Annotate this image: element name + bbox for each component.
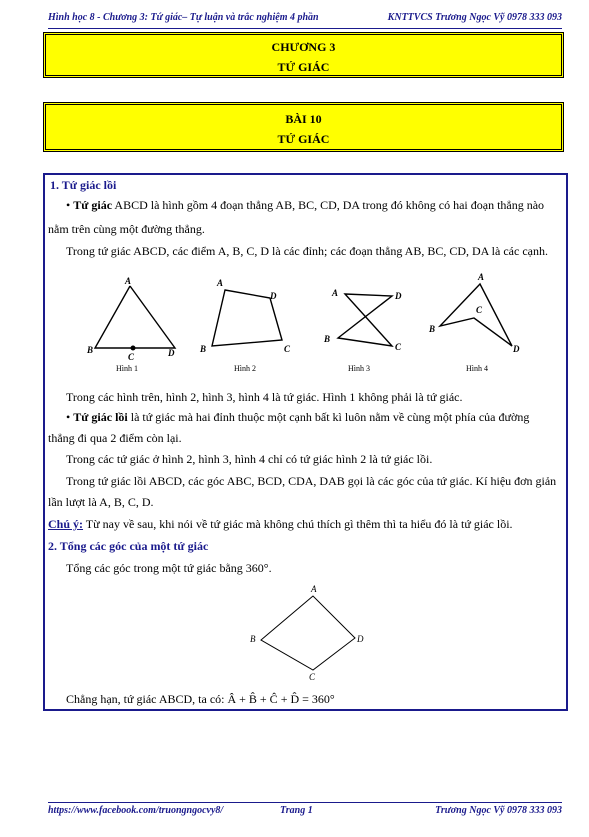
angles-text-line1: Trong tứ giác lồi ABCD, các góc ABC, BCD, CDA, DAB gọi là các góc của tứ giác. Kí hiệu đơn giản	[66, 474, 557, 488]
convex-definition-line1	[66, 409, 529, 425]
page-header	[48, 12, 562, 28]
definition-term: Tứ giác	[73, 198, 113, 212]
definition-text: ABCD là hình gồm 4 đoạn thẳng AB, BC, CD, DA trong đó không có hai đoạn thẳng nào	[112, 198, 545, 212]
vertices-text: Trong tứ giác ABCD, các điểm A, B, C, D là các đỉnh; các đoạn thẳng AB, BC, CD, DA là các cạnh.	[66, 244, 548, 258]
point-c-fig1	[131, 346, 135, 350]
angle-sum-statement: Tổng các góc trong một tứ giác bằng 360°.	[66, 561, 272, 575]
footer-divider	[48, 802, 562, 803]
header-left: Hình học 8 - Chương 3: Tứ giác– Tự luận và trắc nghiệm 4 phần	[48, 12, 319, 23]
label-c-fig2: C	[284, 344, 291, 354]
section2-title: 2. Tổng các góc của một tứ giác	[48, 539, 209, 553]
figure-1-caption: Hình 1	[116, 364, 138, 373]
label-d-fig2: D	[270, 291, 277, 301]
label-b-fig4: B	[429, 324, 436, 334]
footer-author: Trương Ngọc Vỹ 0978 333 093	[435, 805, 562, 816]
angle-sum-figure	[245, 582, 375, 682]
convex-text: là tứ giác mà hai đỉnh thuộc một cạnh bất kì luôn nằm về cùng một phía của đường	[127, 410, 530, 424]
label-c-fig4: C	[476, 305, 483, 315]
figure-3-caption: Hình 3	[348, 364, 370, 373]
chapter-box	[43, 32, 564, 78]
bullet-icon: •	[66, 410, 71, 424]
page-number: Trang 1	[280, 805, 313, 816]
label-a-fig1: A	[125, 276, 132, 286]
header-right: KNTTVCS Trương Ngọc Vỹ 0978 333 093	[387, 12, 562, 23]
label-b-sum: B	[250, 634, 256, 644]
lesson-title: TỨ GIÁC	[277, 132, 330, 146]
label-c-fig3: C	[395, 342, 402, 352]
header-divider	[48, 28, 562, 29]
note-label: Chú ý:	[48, 517, 84, 531]
note-text: Từ nay về sau, khi nói về tứ giác mà không chú thích gì thêm thì ta hiểu đó là tứ giác lồi.	[83, 517, 513, 531]
lesson-box	[43, 102, 564, 152]
note	[48, 516, 513, 532]
chapter-number: CHƯƠNG 3	[271, 40, 336, 54]
lesson-number: BÀI 10	[285, 112, 322, 126]
angle-sum-example: Chẳng hạn, tứ giác ABCD, ta có: Â + B̂ + Ĉ + D̂ = 360°	[66, 692, 335, 706]
label-a-sum: A	[311, 584, 317, 594]
label-c-fig1: C	[128, 352, 135, 362]
page-footer	[48, 805, 562, 819]
figure-1-labels	[86, 276, 175, 362]
figure-3	[338, 294, 392, 346]
label-c-sum: C	[309, 672, 316, 682]
figure-4-caption: Hình 4	[466, 364, 488, 373]
label-a-fig3: A	[332, 288, 339, 298]
label-b-fig2: B	[200, 344, 207, 354]
convex-term: Tứ giác lồi	[73, 410, 128, 424]
convex-example: Trong các tứ giác ở hình 2, hình 3, hình 4 chỉ có tứ giác hình 2 là tứ giác lồi.	[66, 452, 433, 466]
figures-explanation: Trong các hình trên, hình 2, hình 3, hình 4 là tứ giác. Hình 1 không phải là tứ giác.	[66, 390, 463, 404]
definition-line2: nằm trên cùng một đường thẳng.	[48, 222, 205, 236]
label-b-fig3: B	[324, 334, 331, 344]
label-d-fig3: D	[395, 291, 402, 301]
label-d-sum: D	[357, 634, 364, 644]
figure-1	[95, 286, 175, 350]
label-b-fig1: B	[87, 345, 94, 355]
figure-2-caption: Hình 2	[234, 364, 256, 373]
convex-definition-line2: thẳng đi qua 2 điểm còn lại.	[48, 431, 182, 445]
label-a-fig4: A	[478, 272, 485, 282]
footer-link[interactable]: https://www.facebook.com/truongngocvy8/	[48, 805, 224, 816]
angles-text-line2: lần lượt là A, B, C, D.	[48, 495, 154, 509]
section1-title: 1. Tứ giác lồi	[50, 178, 117, 192]
label-a-fig2: A	[217, 278, 224, 288]
label-d-fig4: D	[513, 344, 520, 354]
figure-4	[440, 284, 512, 346]
chapter-title: TỨ GIÁC	[277, 60, 330, 74]
definition-line1	[66, 197, 544, 213]
bullet-icon: •	[66, 198, 71, 212]
label-d-fig1: D	[168, 348, 175, 358]
